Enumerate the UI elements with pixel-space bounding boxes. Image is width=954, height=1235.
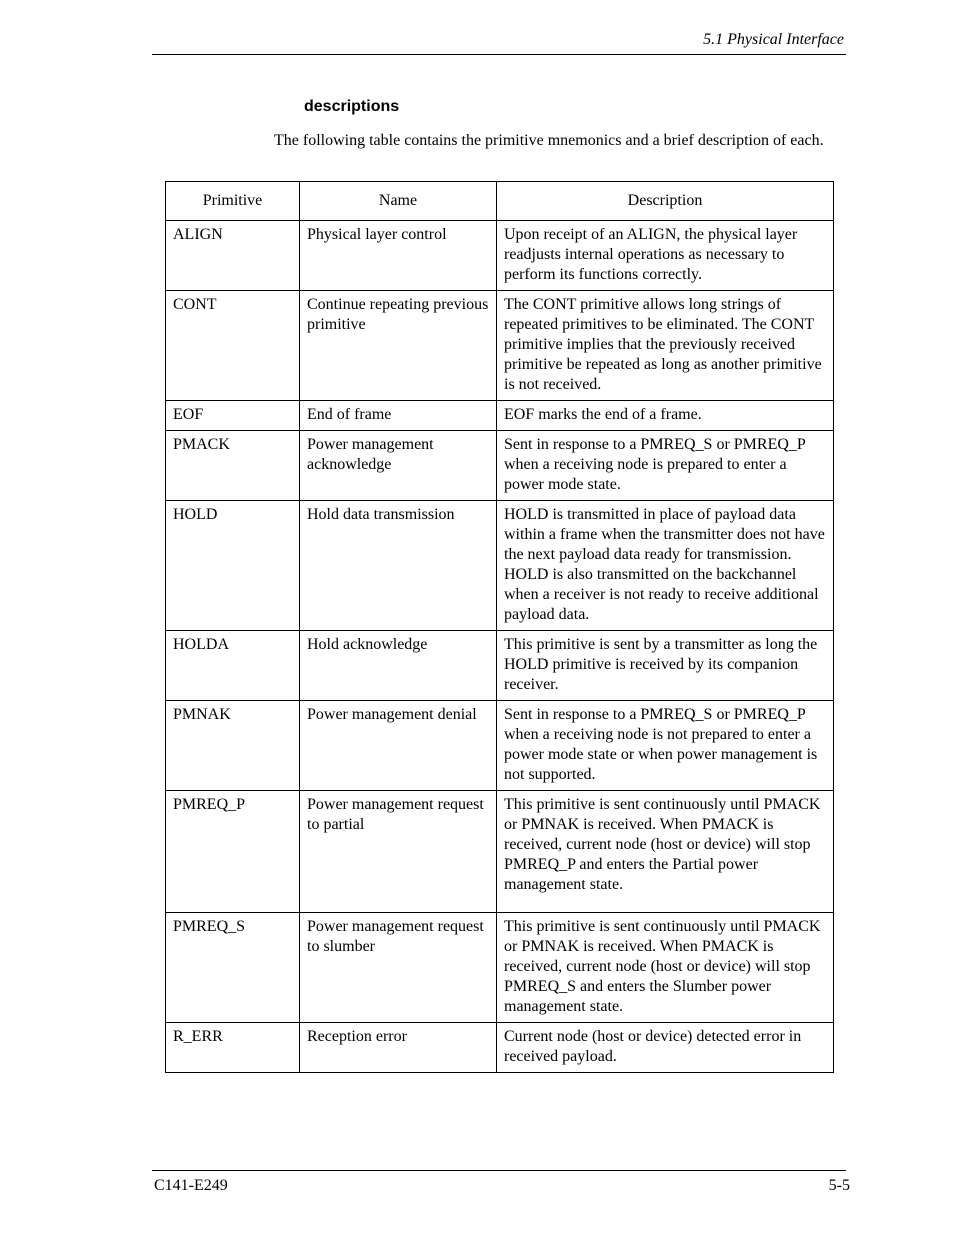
description-cell: Current node (host or device) detected error in received payload.	[497, 1023, 834, 1073]
table-row	[166, 791, 834, 913]
intro-paragraph: The following table contains the primitive mnemonics and a brief description of each.	[274, 132, 824, 149]
name-cell: End of frame	[300, 401, 497, 431]
description-cell: Sent in response to a PMREQ_S or PMREQ_P when a receiving node is not prepared to enter a power mode state or when power management is not supported.	[497, 701, 834, 791]
primitives-table	[165, 181, 834, 1073]
primitive-cell: CONT	[166, 291, 300, 401]
description-cell: Upon receipt of an ALIGN, the physical layer readjusts internal operations as necessary to perform its functions correctly.	[497, 221, 834, 291]
name-cell: Hold data transmission	[300, 501, 497, 631]
name-cell: Reception error	[300, 1023, 497, 1073]
column-header-primitive: Primitive	[166, 182, 300, 221]
table-row	[166, 631, 834, 701]
primitive-cell: PMREQ_S	[166, 913, 300, 1023]
name-cell: Physical layer control	[300, 221, 497, 291]
description-cell: This primitive is sent by a transmitter as long the HOLD primitive is received by its companion receiver.	[497, 631, 834, 701]
primitive-cell: R_ERR	[166, 1023, 300, 1073]
description-cell: This primitive is sent continuously until PMACK or PMNAK is received. When PMACK is received, current node (host or device) will stop PMREQ_S and enters the Slumber power management state.	[497, 913, 834, 1023]
description-cell: EOF marks the end of a frame.	[497, 401, 834, 431]
table-row	[166, 291, 834, 401]
primitive-cell: PMREQ_P	[166, 791, 300, 913]
name-cell: Power management request to slumber	[300, 913, 497, 1023]
table-header-row	[166, 182, 834, 221]
description-cell: Sent in response to a PMREQ_S or PMREQ_P when a receiving node is prepared to enter a power mode state.	[497, 431, 834, 501]
primitive-cell: ALIGN	[166, 221, 300, 291]
header-rule	[152, 54, 846, 55]
name-cell: Power management denial	[300, 701, 497, 791]
table-row	[166, 701, 834, 791]
primitive-cell: PMNAK	[166, 701, 300, 791]
column-header-description: Description	[497, 182, 834, 221]
table-row	[166, 501, 834, 631]
description-cell: HOLD is transmitted in place of payload data within a frame when the transmitter does not have the next payload data ready for transmission. HOLD is also transmitted on the backchannel when a receiver is not ready to receive additional payload data.	[497, 501, 834, 631]
page-number: 5-5	[828, 1177, 850, 1194]
description-cell: The CONT primitive allows long strings of repeated primitives to be eliminated. The CONT primitive implies that the previously received primitive be repeated as long as another primitive is not received.	[497, 291, 834, 401]
primitive-cell: HOLDA	[166, 631, 300, 701]
table-row	[166, 431, 834, 501]
primitive-cell: PMACK	[166, 431, 300, 501]
primitive-cell: HOLD	[166, 501, 300, 631]
name-cell: Hold acknowledge	[300, 631, 497, 701]
name-cell: Power management request to partial	[300, 791, 497, 913]
name-cell: Power management acknowledge	[300, 431, 497, 501]
table-row	[166, 1023, 834, 1073]
running-header: 5.1 Physical Interface	[703, 31, 844, 48]
table-row	[166, 913, 834, 1023]
document-id: C141-E249	[154, 1177, 228, 1194]
description-cell: This primitive is sent continuously until PMACK or PMNAK is received. When PMACK is received, current node (host or device) will stop PMREQ_P and enters the Partial power management state.	[497, 791, 834, 913]
name-cell: Continue repeating previous primitive	[300, 291, 497, 401]
column-header-name: Name	[300, 182, 497, 221]
table-row	[166, 221, 834, 291]
footer-rule	[152, 1170, 846, 1171]
table-row	[166, 401, 834, 431]
section-heading: descriptions	[304, 98, 400, 115]
primitive-cell: EOF	[166, 401, 300, 431]
